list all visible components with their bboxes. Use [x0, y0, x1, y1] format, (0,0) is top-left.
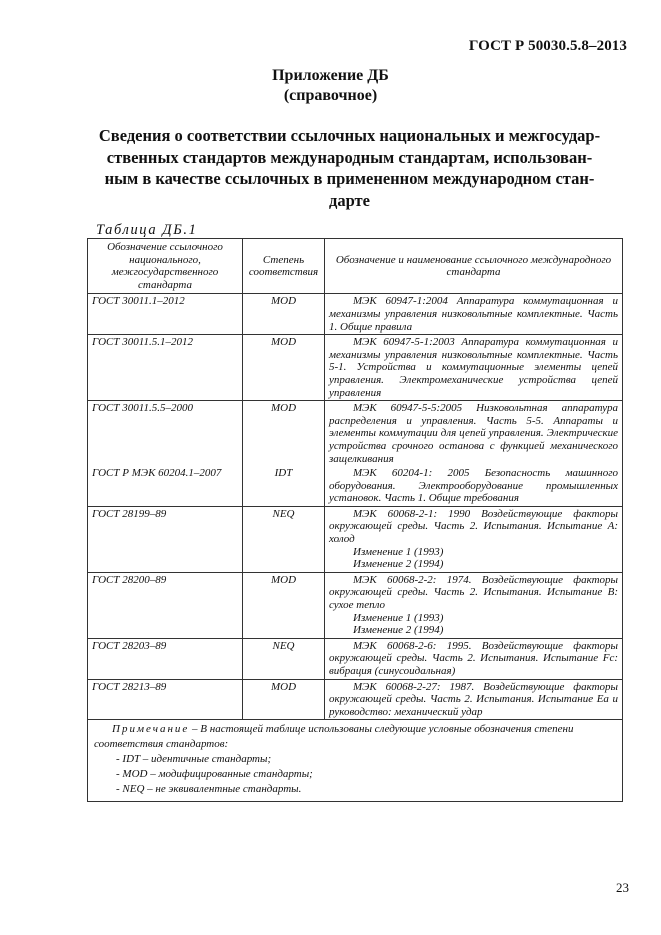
- international-standard-cell: [325, 335, 623, 401]
- column-header-degree: Степень соответствия: [243, 239, 325, 294]
- note-label: Примечание: [112, 723, 190, 736]
- standard-number: ГОСТ Р 50030.5.8–2013: [468, 38, 627, 54]
- column-header-international: Обозначение и наименование ссылочного международного стандарта: [325, 239, 623, 294]
- national-standard-cell: ГОСТ 30011.5.5–2000: [88, 401, 243, 466]
- international-standard-text: МЭК 60068-2-1: 1990 Воздействующие факторы окружающей среды. Часть 2. Испытания. Испытание А: холод: [329, 507, 618, 546]
- note-item: - NEQ – не эквивалентные стандарты.: [116, 783, 302, 796]
- national-standard-cell: ГОСТ Р МЭК 60204.1–2007: [88, 466, 243, 506]
- appendix-title: [0, 66, 661, 106]
- table-row: [88, 294, 623, 335]
- degree-cell: IDT: [243, 466, 325, 506]
- international-standard-text: МЭК 60068-2-2: 1974. Воздействующие факторы окружающей среды. Часть 2. Испытания. Испытание В: сухое тепло: [329, 573, 618, 612]
- table-row: [88, 335, 623, 401]
- heading-line: дарте: [329, 190, 370, 210]
- national-standard-cell: ГОСТ 28203–89: [88, 638, 243, 679]
- degree-cell: MOD: [243, 294, 325, 335]
- table-note-row: [88, 720, 623, 802]
- degree-cell: MOD: [243, 679, 325, 720]
- appendix-title-line: Приложение ДБ: [272, 67, 389, 84]
- correspondence-table: [87, 238, 623, 802]
- heading-line: ным в качестве ссылочных в примененном международном стан-: [104, 169, 595, 188]
- table-row: [88, 679, 623, 720]
- table-header-row: [88, 239, 623, 294]
- international-standard-cell: [325, 506, 623, 572]
- note-item: - IDT – идентичные стандарты;: [116, 753, 272, 766]
- degree-cell: NEQ: [243, 638, 325, 679]
- table-row: [88, 638, 623, 679]
- international-standard-text: МЭК 60947-5-1:2003 Аппаратура коммутационная и механизмы управления низковольтные комплектные. Часть 5-1. Устройства и коммутационные элементы цепей управления. Электромеханические устройства цепей управления: [329, 336, 618, 399]
- section-heading: [70, 125, 629, 211]
- amendment-line: Изменение 2 (1994): [353, 558, 444, 571]
- note-text: – В настоящей таблице использованы следующие условные обозначения степени соответствия стандартов:: [94, 723, 574, 751]
- page-number: 23: [616, 880, 629, 895]
- table-note: [88, 720, 623, 802]
- degree-cell: NEQ: [243, 506, 325, 572]
- table-row: [88, 466, 623, 506]
- degree-cell: MOD: [243, 401, 325, 466]
- appendix-subtitle: (справочное): [283, 87, 378, 104]
- column-header-national: Обозначение ссылочного национального, межгосударственного стандарта: [88, 239, 243, 294]
- note-item: - MOD – модифицированные стандарты;: [116, 768, 313, 781]
- heading-line: ственных стандартов международным стандартам, использован-: [106, 147, 593, 167]
- national-standard-cell: ГОСТ 30011.1–2012: [88, 294, 243, 335]
- table-row: [88, 401, 623, 466]
- heading-line: Сведения о соответствии ссылочных национальных и межгосудар-: [98, 126, 601, 145]
- national-standard-cell: ГОСТ 28213–89: [88, 679, 243, 720]
- international-standard-cell: [325, 638, 623, 679]
- table-caption: Таблица ДБ.1: [96, 222, 198, 238]
- international-standard-text: МЭК 60068-2-6: 1995. Воздействующие факторы окружающей среды. Часть 2. Испытания. Испытание Fc: вибрация (синусоидальная): [329, 639, 618, 677]
- international-standard-cell: [325, 679, 623, 720]
- international-standard-cell: [325, 294, 623, 335]
- table-row: [88, 572, 623, 638]
- international-standard-text: МЭК 60204-1: 2005 Безопасность машинного оборудования. Электрооборудование промышленных установок. Часть 1. Общие требования: [329, 467, 618, 505]
- amendment-line: Изменение 1 (1993): [353, 611, 444, 624]
- table-row: [88, 506, 623, 572]
- international-standard-cell: [325, 401, 623, 466]
- international-standard-text: МЭК 60947-1:2004 Аппаратура коммутационная и механизмы управления низковольтные комплектные. Часть 1. Общие правила: [329, 295, 618, 333]
- national-standard-cell: ГОСТ 28200–89: [88, 572, 243, 638]
- national-standard-cell: ГОСТ 30011.5.1–2012: [88, 335, 243, 401]
- international-standard-cell: [325, 466, 623, 506]
- amendment-line: Изменение 1 (1993): [353, 545, 444, 558]
- international-standard-text: МЭК 60068-2-27: 1987. Воздействующие факторы окружающей среды. Часть 2. Испытания. Испытание Еа и руководство: механический удар: [329, 680, 618, 718]
- note-paragraph: [94, 722, 616, 752]
- international-standard-text: МЭК 60947-5-5:2005 Низковольтная аппаратура распределения и управления. Часть 5-5. Аппараты и элементы коммутации для цепей управления. Электрические устройства срочного останова с функцией механического защелкивания: [329, 402, 618, 465]
- amendment-line: Изменение 2 (1994): [353, 624, 444, 637]
- degree-cell: MOD: [243, 572, 325, 638]
- national-standard-cell: ГОСТ 28199–89: [88, 506, 243, 572]
- degree-cell: MOD: [243, 335, 325, 401]
- international-standard-cell: [325, 572, 623, 638]
- table-body: [88, 294, 623, 720]
